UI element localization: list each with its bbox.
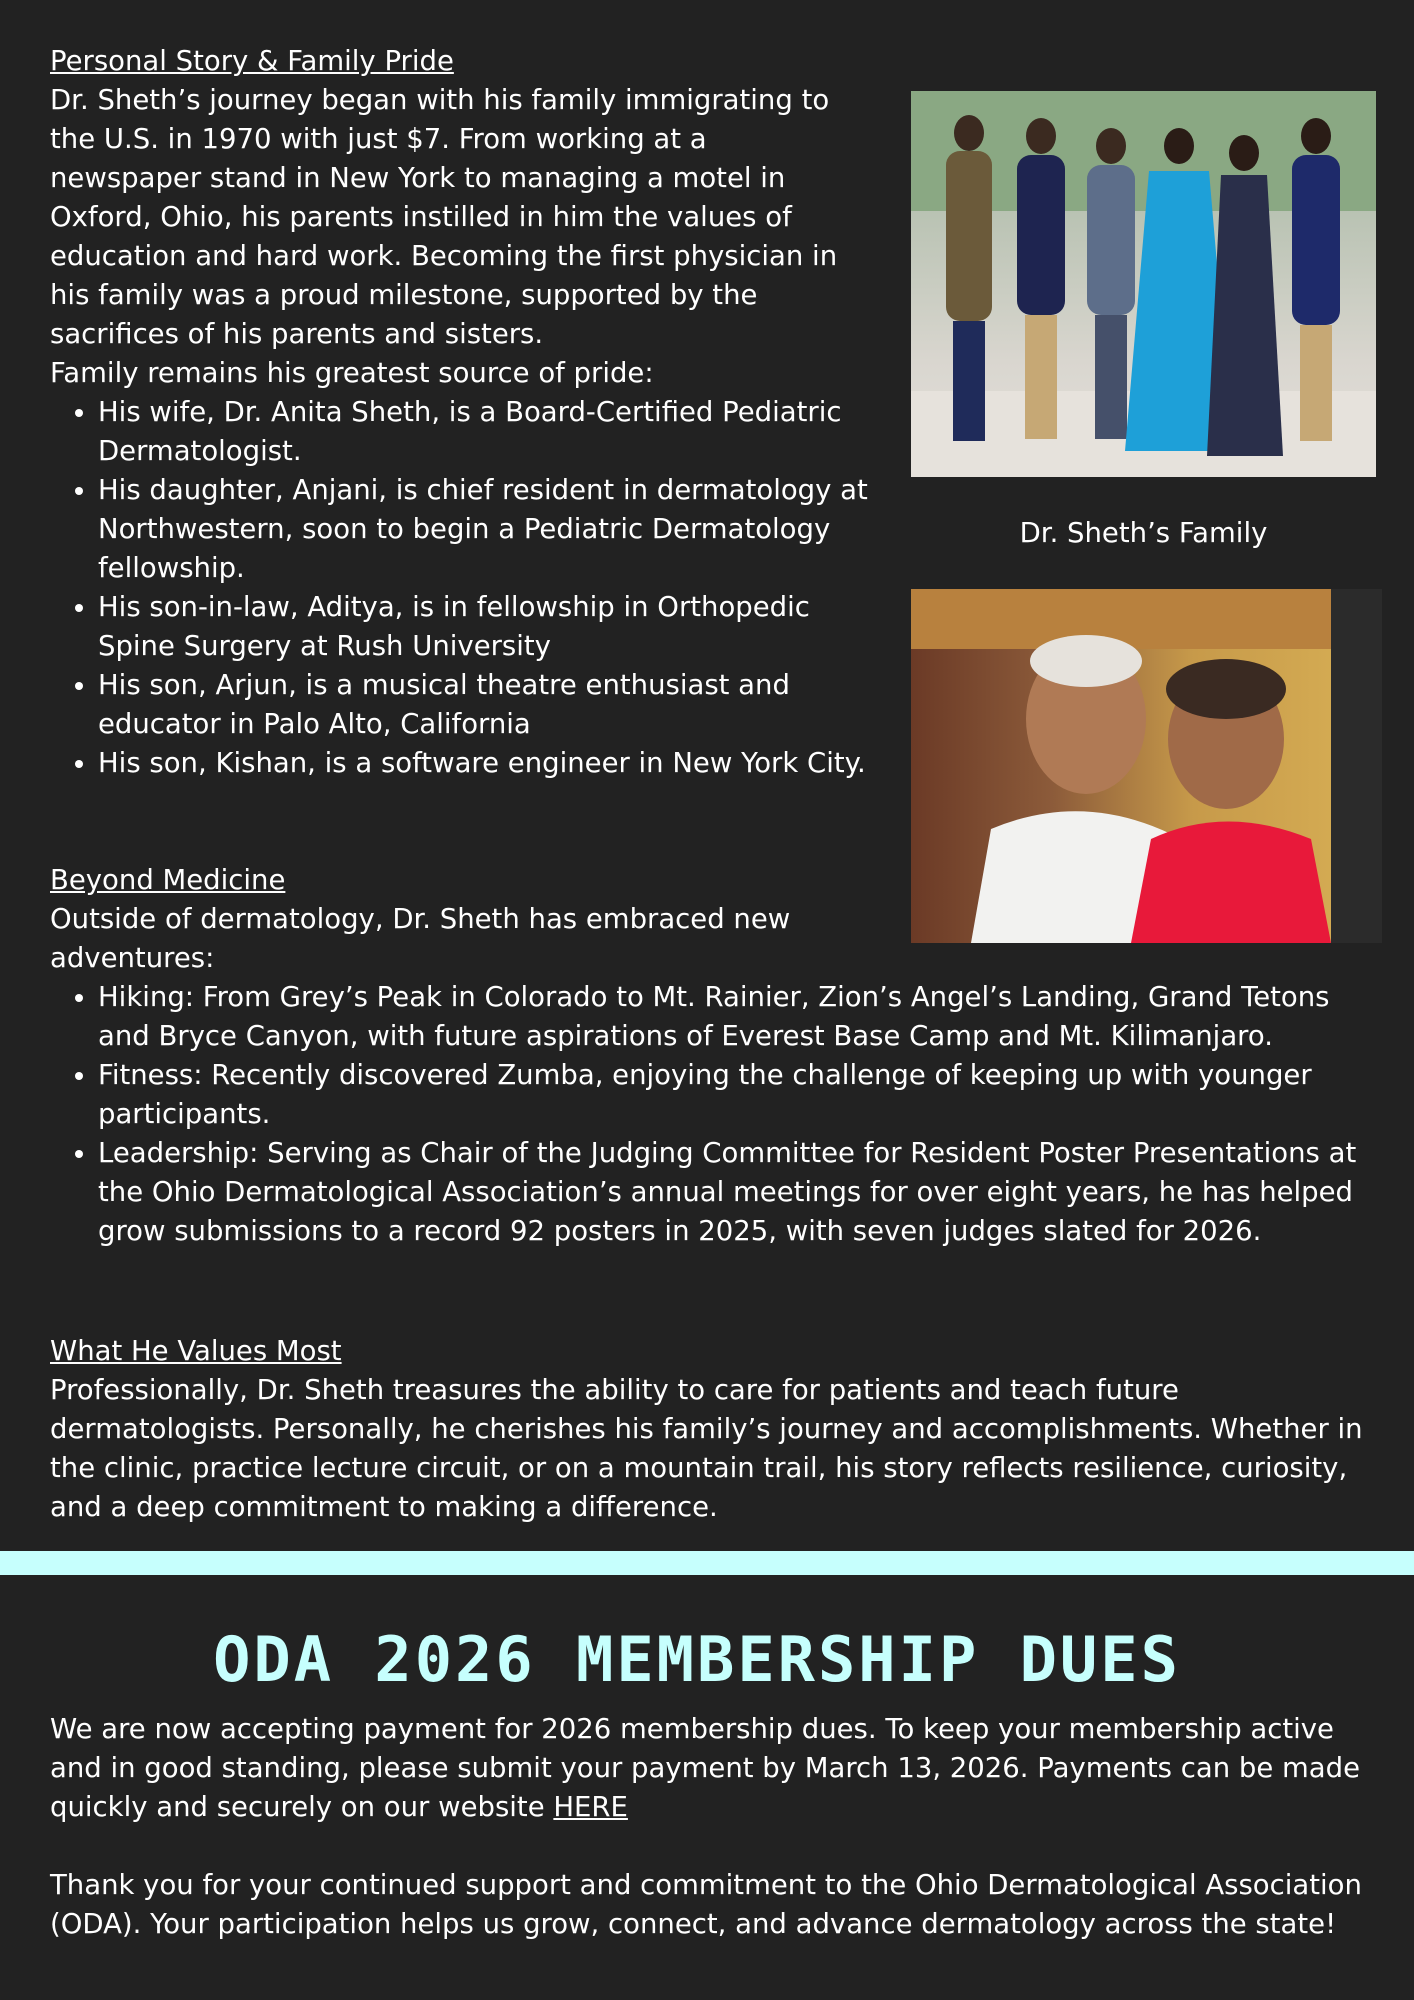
beyond-list-item: • Fitness: Recently discovered Zumba, enjoying the challenge of keeping up with younger participants.	[98, 1056, 1364, 1134]
dues-section	[50, 1710, 1364, 1944]
values-section	[50, 1332, 1364, 1527]
beyond-medicine-intro: Outside of dermatology, Dr. Sheth has embraced new adventures:	[50, 903, 791, 974]
values-paragraph: Professionally, Dr. Sheth treasures the ability to care for patients and teach future dermatologists. Personally, he cherishes his family’s journey and accomplishments. Whether in the clinic, practice lecture circuit, or on a mountain trail, his story reflects resilience, curiosity, and a deep commitment to making a difference.	[50, 1374, 1363, 1523]
family-photo-illustration	[911, 91, 1376, 477]
dues-spacer	[50, 1827, 1364, 1866]
family-photo	[911, 91, 1376, 477]
dues-title: ODA 2026 MEMBERSHIP DUES	[213, 1623, 1181, 1696]
dues-paragraph-text: We are now accepting payment for 2026 membership dues. To keep your membership active and in good standing, please submit your payment by March 13, 2026. Payments can be made quickly and securely on our website	[50, 1713, 1361, 1823]
beyond-medicine-list	[50, 978, 1364, 1251]
dues-paragraph	[50, 1710, 1364, 1827]
family-list-item: • His son-in-law, Aditya, is in fellowship in Orthopedic Spine Surgery at Rush University	[98, 588, 868, 666]
family-intro: Family remains his greatest source of pride:	[50, 357, 654, 389]
beyond-medicine-heading: Beyond Medicine	[50, 864, 286, 896]
family-list-item: • His son, Arjun, is a musical theatre enthusiast and educator in Palo Alto, California	[98, 666, 868, 744]
personal-story-heading: Personal Story & Family Pride	[50, 45, 454, 77]
personal-story-section	[50, 42, 868, 783]
section-divider	[0, 1551, 1414, 1575]
family-list-item: • His son, Kishan, is a software engineer in New York City.	[98, 744, 868, 783]
beyond-list-item: • Hiking: From Grey’s Peak in Colorado to Mt. Rainier, Zion’s Angel’s Landing, Grand Tetons and Bryce Canyon, with future aspirations of Everest Base Camp and Mt. Kilimanjaro.	[98, 978, 1364, 1056]
family-photo-caption: Dr. Sheth’s Family	[1019, 517, 1268, 549]
family-list-item: • His daughter, Anjani, is chief resident in dermatology at Northwestern, soon to begin a Pediatric Dermatology fellowship.	[98, 471, 868, 588]
family-list	[50, 393, 868, 783]
beyond-medicine-section	[50, 861, 1364, 1251]
family-list-item: • His wife, Dr. Anita Sheth, is a Board-Certified Pediatric Dermatologist.	[98, 393, 868, 471]
dues-thanks: Thank you for your continued support and commitment to the Ohio Dermatological Association (ODA). Your participation helps us grow, connect, and advance dermatology across the state!	[50, 1869, 1362, 1940]
beyond-list-item: • Leadership: Serving as Chair of the Judging Committee for Resident Poster Presentations at the Ohio Dermatological Association’s annual meetings for over eight years, he has helped grow submissions to a record 92 posters in 2025, with seven judges slated for 2026.	[98, 1134, 1364, 1251]
dues-payment-link[interactable]: HERE	[553, 1791, 628, 1823]
values-heading: What He Values Most	[50, 1335, 342, 1367]
personal-story-paragraph: Dr. Sheth’s journey began with his family immigrating to the U.S. in 1970 with just $7. From working at a newspaper stand in New York to managing a motel in Oxford, Ohio, his parents instilled in him the values of education and hard work. Becoming the first physician in his family was a proud milestone, supported by the sacrifices of his parents and sisters.	[50, 84, 838, 350]
